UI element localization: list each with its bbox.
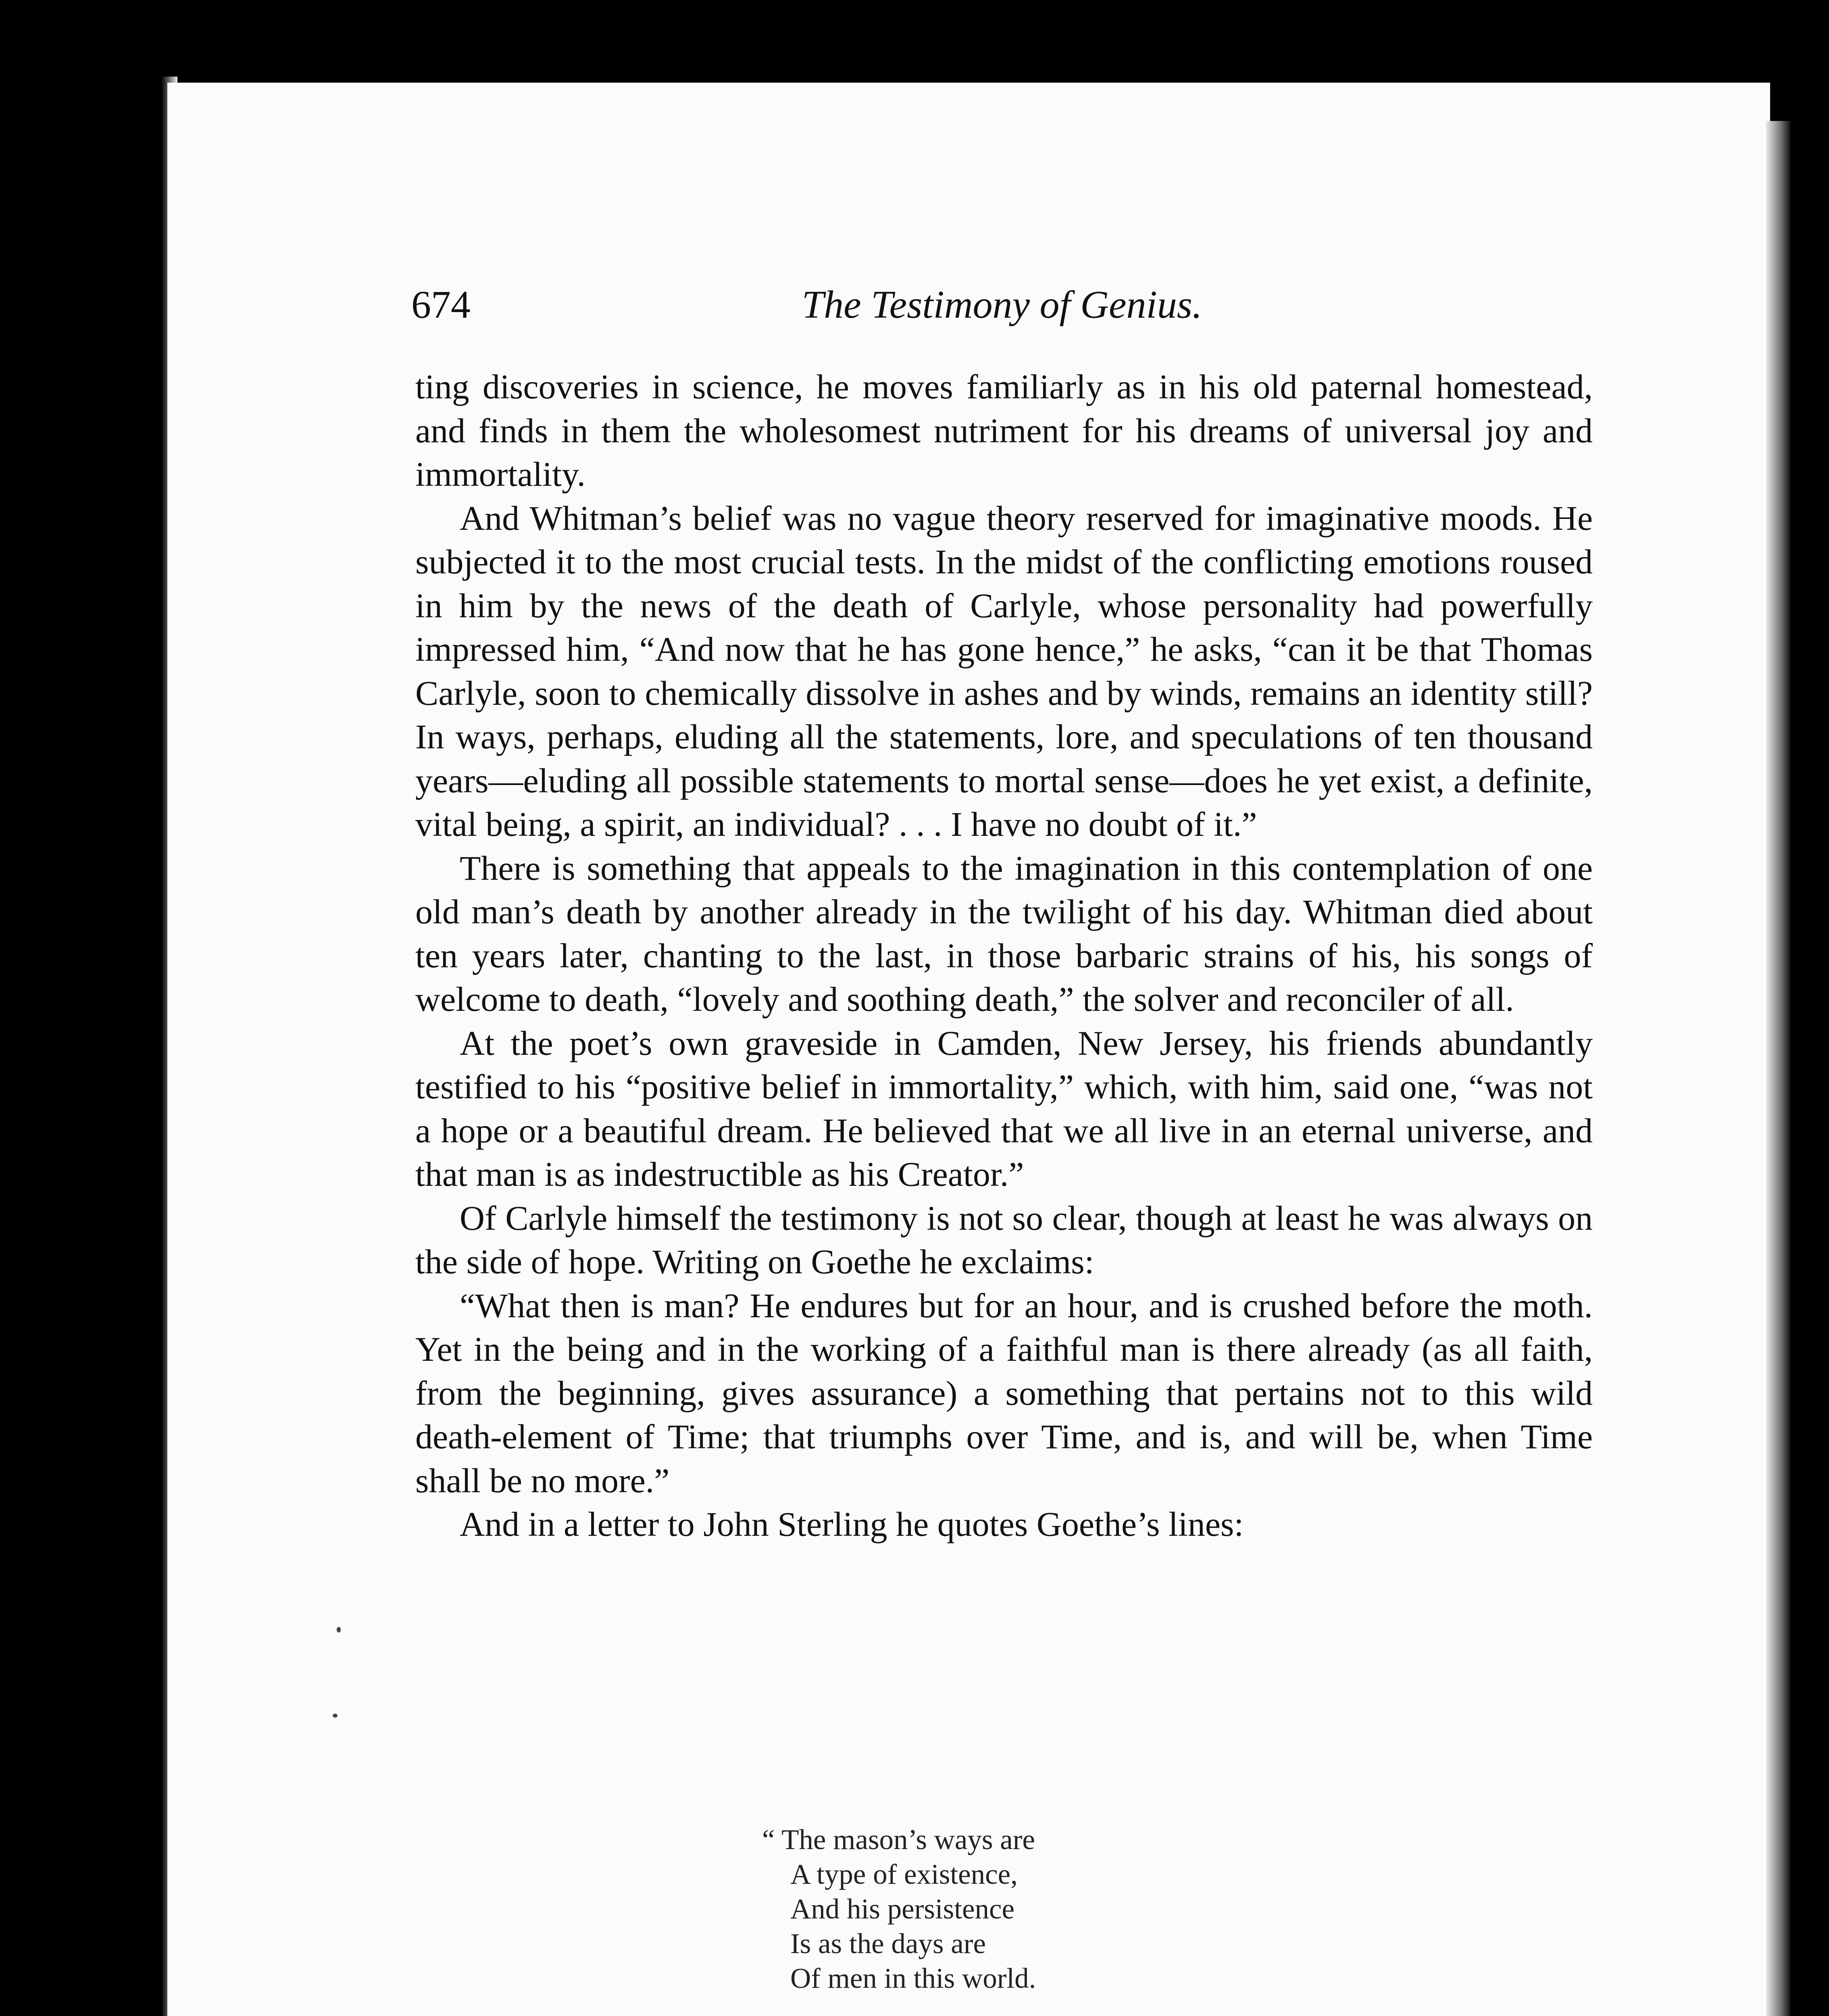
body-text xyxy=(415,365,1593,1546)
poem-line: “ The mason’s ways are xyxy=(762,1824,1035,1856)
paragraph: “What then is man? He endures but for an hour, and is crushed before the moth. Yet in the being and in the working of a faithful man is there already (as all faith, from the beginning, gives assurance) a something that pertains not to this wild death-element of Time; that triumphs over Time, and is, and will be, when Time shall be no more.” xyxy=(415,1286,1593,1500)
poem-stanza xyxy=(762,1822,1246,1996)
paragraph: And Whitman’s belief was no vague theory reserved for imaginative moods. He subjected it to the most crucial tests. In the midst of the conflicting emotions roused in him by the news of the death of Carlyle, whose personality had powerfully impressed him, “And now that he has gone hence,” he asks, “can it be that Thomas Carlyle, soon to chemically dissolve in ashes and by winds, remains an identity still? In ways, perhaps, eluding all the statements, lore, and speculations of ten thousand years—eluding all possible statements to mortal sense—does he yet exist, a definite, vital being, a spirit, an individual? . . . I have no doubt of it.” xyxy=(415,498,1593,843)
poem-line: And his persistence xyxy=(790,1893,1015,1925)
page-number: 674 xyxy=(411,283,471,327)
poem-line: Of men in this world. xyxy=(790,1963,1036,1994)
poem-line: A type of existence, xyxy=(790,1859,1018,1890)
paragraph: ting discoveries in science, he moves familiarly as in his old paternal homestead, and finds in them the wholesomest nutriment for his dreams of universal joy and immortality. xyxy=(415,367,1593,494)
page-header xyxy=(411,282,1593,335)
scan-speck xyxy=(337,1627,341,1633)
scan-speck xyxy=(333,1714,337,1718)
paragraph: There is something that appeals to the imagination in this contemplation of one old man’s death by another already in the twilight of his day. Whitman died about ten years later, chanting to the last, in those barbaric strains of his, his songs of welcome to death, “lovely and soothing death,” the solver and reconciler of all. xyxy=(415,848,1593,1018)
running-title: The Testimony of Genius. xyxy=(802,283,1202,327)
page-edge-shadow xyxy=(1766,121,1790,2016)
poem xyxy=(762,1822,1246,2016)
paragraph: And in a letter to John Sterling he quotes Goethe’s lines: xyxy=(460,1505,1244,1543)
poem-line: Is as the days are xyxy=(790,1928,986,1960)
paragraph: At the poet’s own graveside in Camden, New Jersey, his friends abundantly testified to his “positive belief in immortality,” which, with him, said one, “was not a hope or a beautiful dream. He believed that we all live in an eternal universe, and that man is as indestructible as his Creator.” xyxy=(415,1023,1593,1193)
paragraph: Of Carlyle himself the testimony is not so clear, though at least he was always on the side of hope. Writing on Goethe he exclaims: xyxy=(415,1198,1593,1281)
